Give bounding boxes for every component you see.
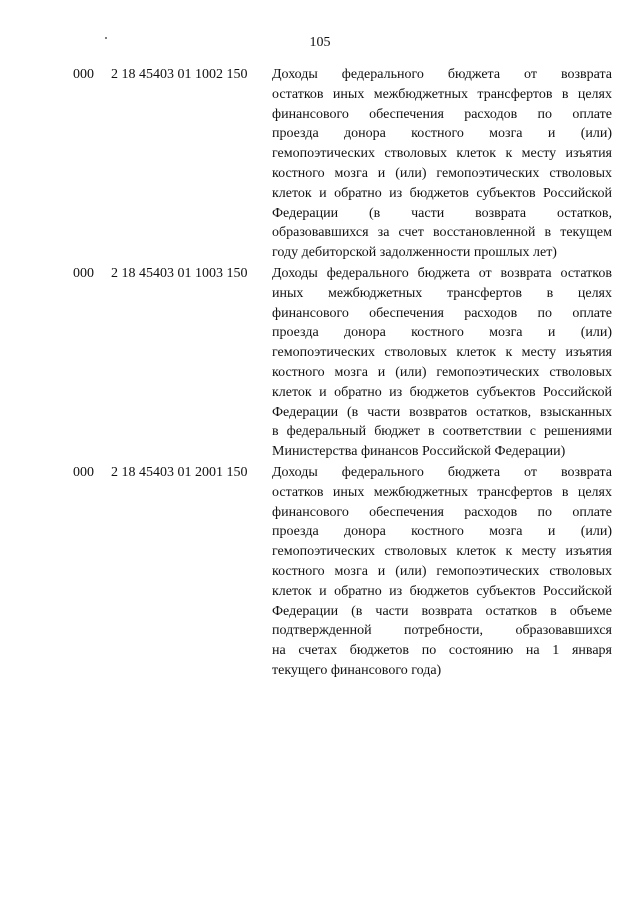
description-line: гемопоэтических стволовых клеток к месту изъятия: [272, 345, 612, 361]
description-line: на счетах бюджетов по состоянию на 1 января: [272, 643, 612, 659]
description-line: костного мозга и (или) гемопоэтических стволовых: [272, 165, 612, 181]
page-number: 105: [309, 35, 331, 50]
budget-classification-code: 2 18 45403 01 2001 150: [111, 465, 248, 480]
admin-code: 000: [73, 67, 94, 82]
budget-code-table: [0, 65, 640, 678]
admin-code: 000: [73, 266, 94, 281]
description-line: проезда донора костного мозга и (или): [272, 325, 612, 341]
income-description: [272, 463, 612, 681]
description-line: костного мозга и (или) гемопоэтических стволовых: [272, 563, 612, 579]
table-row: [0, 264, 640, 463]
description-line: остатков иных межбюджетных трансфертов в целях: [272, 86, 612, 102]
description-line: финансового обеспечения расходов по оплате: [272, 305, 612, 321]
description-line: финансового обеспечения расходов по оплате: [272, 106, 612, 122]
description-line: клеток и обратно из бюджетов субъектов Российской: [272, 384, 612, 400]
description-line: костного мозга и (или) гемопоэтических стволовых: [272, 364, 612, 380]
description-line: образовавшихся за счет восстановленной в текущем: [272, 225, 612, 241]
description-line: проезда донора костного мозга и (или): [272, 524, 612, 540]
description-line: проезда донора костного мозга и (или): [272, 126, 612, 142]
description-line: Федерации (в части возвратов остатков, взысканных: [272, 404, 612, 420]
description-line: остатков иных межбюджетных трансфертов в целях: [272, 484, 612, 500]
income-description: [272, 65, 612, 263]
description-line: клеток и обратно из бюджетов субъектов Российской: [272, 185, 612, 201]
description-line: клеток и обратно из бюджетов субъектов Российской: [272, 583, 612, 599]
description-line: Федерации (в части возврата остатков в объеме: [272, 603, 612, 619]
table-row: [0, 65, 640, 264]
admin-code: 000: [73, 465, 94, 480]
description-line: иных межбюджетных трансфертов в целях: [272, 285, 612, 301]
description-line: гемопоэтических стволовых клеток к месту изъятия: [272, 544, 612, 560]
income-description: [272, 264, 612, 462]
table-row: [0, 463, 640, 678]
description-line: в федеральный бюджет в соответствии с решениями: [272, 424, 612, 440]
description-line: Доходы федерального бюджета от возврата остатков: [272, 266, 612, 281]
description-line: году дебиторской задолженности прошлых лет): [272, 245, 557, 261]
description-line: Министерства финансов Российской Федерации): [272, 444, 566, 460]
description-line: финансового обеспечения расходов по оплате: [272, 504, 612, 520]
description-line: подтвержденной потребности, образовавшихся: [272, 623, 612, 639]
description-line: Доходы федерального бюджета от возврата: [272, 67, 612, 82]
budget-classification-code: 2 18 45403 01 1003 150: [111, 266, 248, 281]
description-line: текущего финансового года): [272, 662, 442, 678]
description-line: Федерации (в части возврата остатков,: [272, 205, 612, 221]
description-line: гемопоэтических стволовых клеток к месту изъятия: [272, 146, 612, 162]
budget-classification-code: 2 18 45403 01 1002 150: [111, 67, 248, 82]
description-line: Доходы федерального бюджета от возврата: [272, 465, 612, 480]
